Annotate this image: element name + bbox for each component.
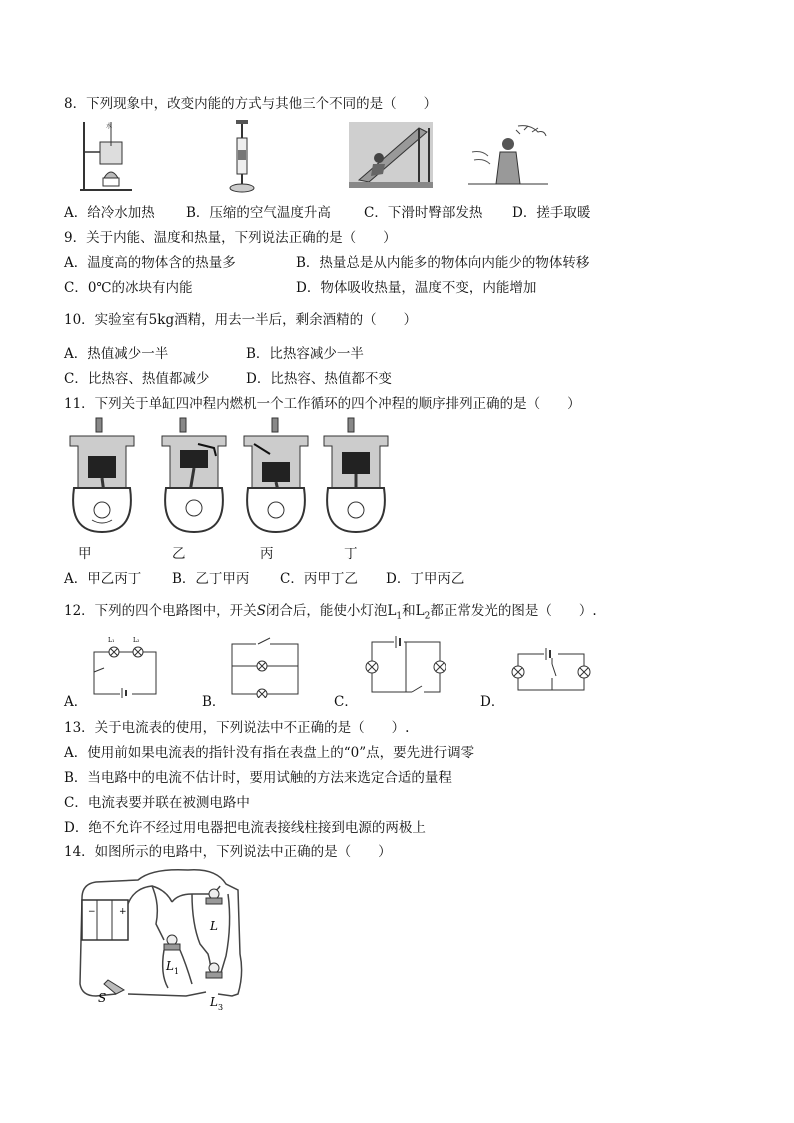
q11-label-bing: 丙 — [260, 546, 274, 562]
q11-option-d: D．丁甲丙乙 — [386, 571, 465, 587]
q9-stem: 9．关于内能、温度和热量，下列说法正确的是（ ） — [64, 230, 397, 246]
q11-engine-jia — [66, 416, 138, 534]
q11-engine-ding — [320, 416, 392, 534]
q12-a-lamp-l1: L₁ — [108, 637, 115, 644]
q8-figure-slide — [349, 122, 433, 188]
q13-option-d: D．绝不允许不经过用电器把电流表接线柱接到电源的两极上 — [64, 820, 426, 836]
q14-label-s: S — [98, 991, 107, 1005]
q10-option-a: A．热值减少一半 — [64, 346, 169, 362]
q11-option-b: B．乙丁甲丙 — [172, 571, 250, 587]
q14-label-l: L — [210, 919, 218, 933]
q12-option-d: D． — [480, 694, 505, 710]
svg-text:−: − — [88, 907, 96, 917]
q11-engine-yi — [158, 416, 230, 534]
q9-option-d: D．物体吸收热量，温度不变，内能增加 — [296, 280, 537, 296]
q11-option-a: A．甲乙丙丁 — [64, 571, 142, 587]
q8-option-a: A．给冷水加热 — [64, 205, 155, 221]
q12-option-c: C． — [334, 694, 358, 710]
q12-circuit-d — [508, 648, 592, 696]
q13-option-a: A．使用前如果电流表的指针没有指在表盘上的“0”点，要先进行调零 — [64, 745, 475, 761]
q14-stem: 14．如图所示的电路中，下列说法中正确的是（ ） — [64, 844, 392, 860]
q10-option-b: B．比热容减少一半 — [246, 346, 364, 362]
q11-stem: 11．下列关于单缸四冲程内燃机一个工作循环的四个冲程的顺序排列正确的是（ ） — [64, 396, 581, 412]
q12-a-lamp-l2: L₂ — [133, 637, 140, 644]
q8-figure-heating-water — [78, 118, 136, 194]
q10-option-d: D．比热容、热值都不变 — [246, 371, 392, 387]
q8-stem: 8．下列现象中，改变内能的方式与其他三个不同的是（ ） — [64, 96, 438, 112]
svg-text:+: + — [119, 907, 127, 917]
q14-label-l1-sub: 1 — [174, 967, 180, 976]
q12-stem: 12．下列的四个电路图中，开关S闭合后，能使小灯泡$L_1$和$L_2$都正常发光的图是（ ）. — [64, 603, 597, 622]
q11-engine-bing — [240, 416, 312, 534]
q14-label-l3: L — [210, 995, 218, 1009]
q9-option-a: A．温度高的物体含的热量多 — [64, 255, 236, 271]
q14-label-l1: L — [166, 959, 174, 973]
svg-text:水: 水 — [106, 123, 113, 130]
q8-figure-air-compression — [228, 120, 256, 194]
q9-option-b: B．热量总是从内能多的物体向内能少的物体转移 — [296, 255, 590, 271]
q11-label-jia: 甲 — [78, 546, 92, 562]
q10-stem: 10．实验室有5kg酒精，用去一半后，剩余酒精的（ ） — [64, 312, 418, 328]
q12-circuit-c — [362, 634, 446, 698]
q12-circuit-a — [90, 634, 160, 698]
q8-option-c: C．下滑时臀部发热 — [364, 205, 483, 221]
q8-option-d: D．搓手取暖 — [512, 205, 591, 221]
q14-label-l3-sub: 3 — [218, 1003, 224, 1012]
q11-option-c: C．丙甲丁乙 — [280, 571, 358, 587]
q14-circuit-figure — [68, 864, 258, 1014]
q12-option-b: B． — [202, 694, 226, 710]
q10-option-c: C．比热容、热值都减少 — [64, 371, 210, 387]
q8-figure-rubbing-hands — [468, 122, 548, 186]
q12-circuit-b — [230, 634, 300, 698]
q13-option-c: C．电流表要并联在被测电路中 — [64, 795, 250, 811]
q11-label-ding: 丁 — [344, 546, 358, 562]
q11-label-yi: 乙 — [172, 546, 186, 562]
q9-option-c: C．0℃的冰块有内能 — [64, 280, 193, 296]
q13-option-b: B．当电路中的电流不估计时，要用试触的方法来选定合适的量程 — [64, 770, 452, 786]
q8-option-b: B．压缩的空气温度升高 — [186, 205, 331, 221]
q13-stem: 13．关于电流表的使用，下列说法中不正确的是（ ）. — [64, 720, 410, 736]
q12-option-a: A． — [64, 694, 88, 710]
